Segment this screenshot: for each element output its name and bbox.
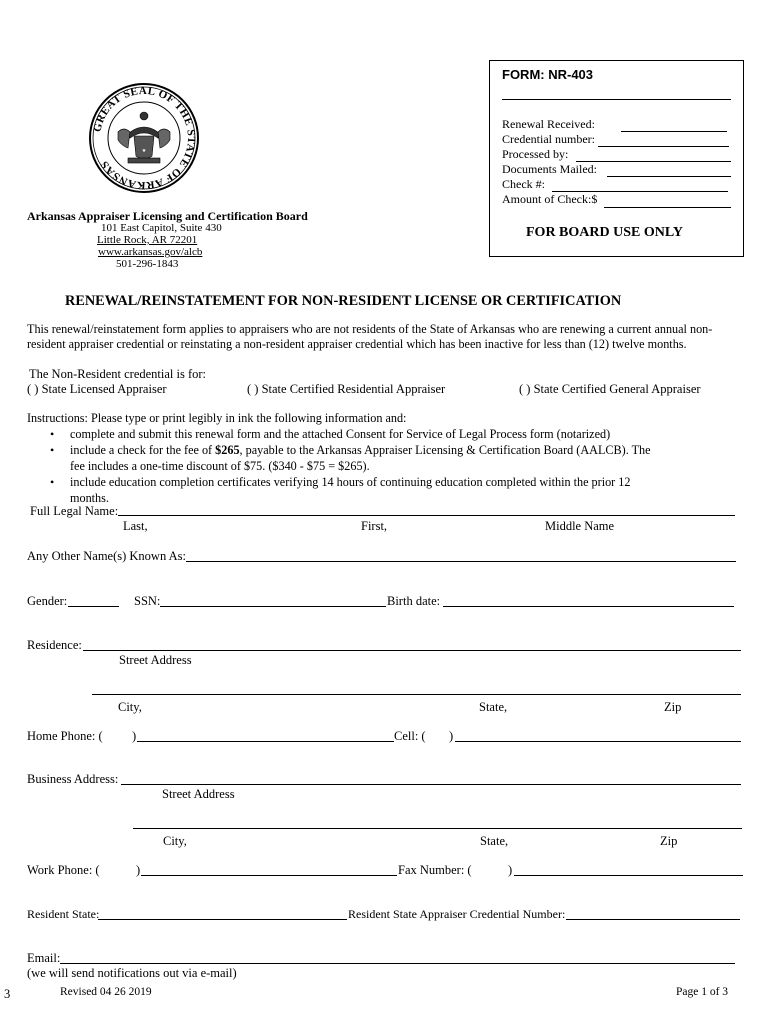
- renewal-received-label: Renewal Received:: [502, 117, 595, 131]
- business-city-caption: City,: [163, 834, 187, 848]
- business-state-caption: State,: [480, 834, 509, 848]
- resident-credential-field[interactable]: [566, 919, 740, 920]
- last-name-caption: Last,: [123, 519, 148, 533]
- email-field[interactable]: [60, 963, 735, 964]
- work-phone-paren: ): [136, 863, 141, 877]
- credential-number-field[interactable]: [598, 146, 729, 147]
- resident-credential-label: Resident State Appraiser Credential Number:: [348, 907, 566, 921]
- amount-of-check-label: Amount of Check:$: [502, 192, 598, 206]
- intro-line-1: This renewal/reinstatement form applies to appraisers who are not residents of the State of Arkansas who are renewing a current annual non-: [27, 322, 713, 336]
- email-note: (we will send notifications out via e-mail): [27, 966, 237, 980]
- fax-number-label: Fax Number: (: [398, 863, 472, 877]
- instructions-list: [50, 426, 690, 506]
- residence-city-caption: City,: [118, 700, 142, 714]
- page-title: RENEWAL/REINSTATEMENT FOR NON-RESIDENT LICENSE OR CERTIFICATION: [65, 293, 622, 309]
- amount-of-check-field[interactable]: [604, 207, 731, 208]
- cell-paren: ): [449, 729, 454, 743]
- gender-label: Gender:: [27, 594, 68, 608]
- work-phone-field[interactable]: [141, 875, 397, 876]
- form-id: FORM: NR-403: [502, 67, 594, 82]
- instruction-item: • include education completion certificates verifying 14 hours of continuing education completed within the prior 12 months.: [50, 474, 690, 506]
- ssn-field[interactable]: [160, 606, 386, 607]
- board-use-only-label: FOR BOARD USE ONLY: [526, 225, 684, 240]
- residence-zip-caption: Zip: [664, 700, 682, 714]
- full-legal-name-label: Full Legal Name:: [30, 504, 119, 518]
- resident-state-label: Resident State:: [27, 907, 100, 921]
- residence-state-caption: State,: [479, 700, 508, 714]
- option-state-licensed[interactable]: ( ) State Licensed Appraiser: [27, 382, 167, 396]
- renewal-received-field[interactable]: [621, 131, 727, 132]
- residence-label: Residence:: [27, 638, 82, 652]
- instruction-item: • include a check for the fee of $265, payable to the Arkansas Appraiser Licensing & Certification Board (AALCB). The fee includes a one-time discount of $75. ($340 - $75 = $265).: [50, 442, 690, 474]
- board-website-link[interactable]: www.arkansas.gov/alcb: [98, 246, 203, 258]
- fax-paren: ): [508, 863, 513, 877]
- seal-text: GREAT SEAL OF THE STATE OF ARKANSAS: [91, 84, 198, 192]
- cell-phone-field[interactable]: [455, 741, 741, 742]
- other-names-field[interactable]: [186, 561, 736, 562]
- option-certified-general[interactable]: ( ) State Certified General Appraiser: [519, 382, 701, 396]
- option-certified-residential[interactable]: ( ) State Certified Residential Appraiser: [247, 382, 446, 396]
- documents-mailed-label: Documents Mailed:: [502, 162, 597, 176]
- credential-number-label: Credential number:: [502, 132, 595, 146]
- check-number-label: Check #:: [502, 177, 545, 191]
- gender-field[interactable]: [68, 606, 119, 607]
- processed-by-field[interactable]: [576, 161, 731, 162]
- full-legal-name-field[interactable]: [118, 515, 735, 516]
- instruction-item: • complete and submit this renewal form and the attached Consent for Service of Legal Process form (notarized): [50, 426, 690, 442]
- board-address1: 101 East Capitol, Suite 430: [101, 222, 222, 234]
- board-phone: 501-296-1843: [116, 258, 179, 270]
- cell-label: Cell: (: [394, 729, 426, 743]
- processed-by-label: Processed by:: [502, 147, 569, 161]
- residence-street-caption: Street Address: [119, 653, 192, 667]
- seal-star-glyph: ★: [141, 149, 147, 154]
- residence-city-state-zip-field[interactable]: [92, 694, 741, 695]
- birth-date-field[interactable]: [443, 606, 734, 607]
- business-zip-caption: Zip: [660, 834, 678, 848]
- instructions-heading: Instructions: Please type or print legibly in ink the following information and:: [27, 411, 407, 425]
- ssn-label: SSN:: [134, 594, 161, 608]
- birth-date-label: Birth date:: [387, 594, 441, 608]
- page-number: Page 1 of 3: [676, 986, 729, 998]
- board-use-box: [489, 60, 744, 257]
- form-id-rule: [502, 99, 731, 100]
- documents-mailed-field[interactable]: [607, 176, 731, 177]
- page-index-marker: 3: [4, 987, 11, 1001]
- business-city-state-zip-field[interactable]: [133, 828, 742, 829]
- state-seal: [88, 82, 200, 198]
- business-address-label: Business Address:: [27, 772, 119, 786]
- first-name-caption: First,: [361, 519, 388, 533]
- board-address2: Little Rock, AR 72201: [97, 234, 198, 246]
- intro-line-2: resident appraiser credential or reinstating a non-resident appraiser credential which has been inactive for less than (12) twelve months.: [27, 337, 687, 351]
- home-phone-label: Home Phone: (: [27, 729, 103, 743]
- credential-prompt: The Non-Resident credential is for:: [29, 367, 207, 381]
- home-phone-paren: ): [132, 729, 137, 743]
- other-names-label: Any Other Name(s) Known As:: [27, 549, 187, 563]
- fee-amount: $265: [215, 443, 240, 457]
- business-address-field[interactable]: [121, 784, 741, 785]
- work-phone-label: Work Phone: (: [27, 863, 100, 877]
- seal-graphic: [88, 82, 200, 194]
- resident-state-field[interactable]: [98, 919, 347, 920]
- email-label: Email:: [27, 951, 61, 965]
- revised-date: Revised 04 26 2019: [60, 986, 152, 998]
- business-street-caption: Street Address: [162, 787, 235, 801]
- board-name: Arkansas Appraiser Licensing and Certification Board: [27, 209, 308, 223]
- fax-number-field[interactable]: [514, 875, 743, 876]
- middle-name-caption: Middle Name: [545, 519, 615, 533]
- residence-field[interactable]: [83, 650, 741, 651]
- home-phone-field[interactable]: [137, 741, 394, 742]
